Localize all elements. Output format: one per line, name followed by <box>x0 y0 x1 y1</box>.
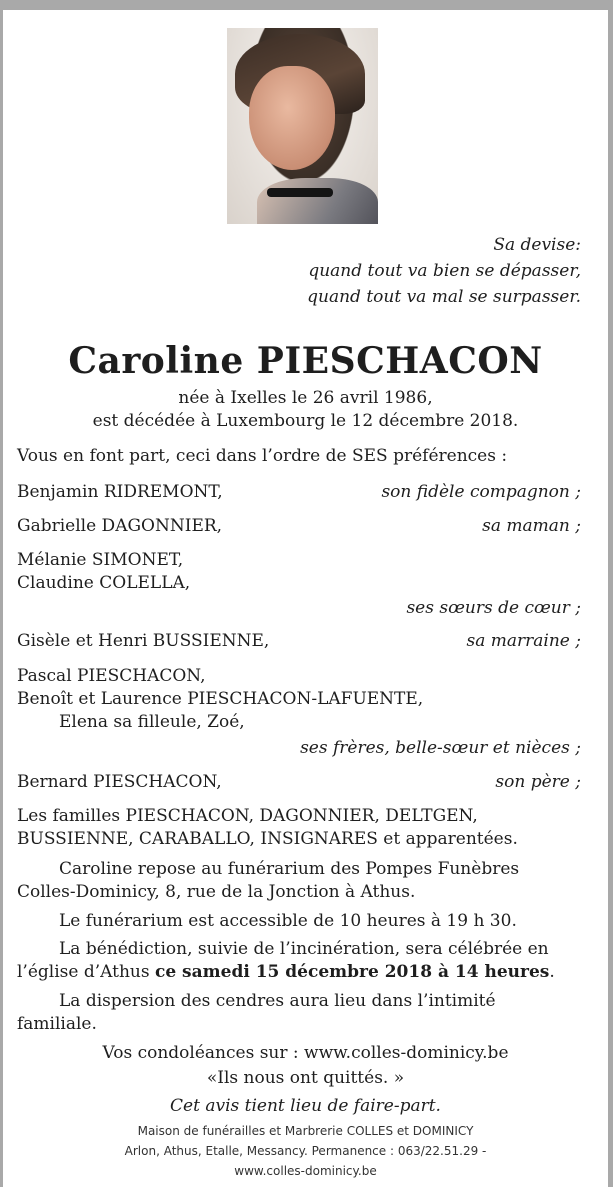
family-row: Gabrielle DAGONNIER, sa maman ; <box>17 516 581 536</box>
info-paragraph: La bénédiction, suivie de l’incinération, sera célébrée en l’église d’Athus ce samedi 15 décembre 2018 à 14 heures. <box>17 939 555 982</box>
quote-line: «Ils nous ont quittés. » <box>206 1068 405 1088</box>
family-row: Bernard PIESCHACON, son père ; <box>17 772 581 792</box>
motto: Sa devise: quand tout va bien se dépasser, quand tout va mal se surpasser. <box>307 235 581 307</box>
family-relation: ses frères, belle-sœur et nièces ; <box>300 738 581 758</box>
info-paragraph: Le funérarium est accessible de 10 heures à 19 h 30. <box>59 911 517 931</box>
notice-line: Cet avis tient lieu de faire-part. <box>170 1096 441 1116</box>
family-row: Benjamin RIDREMONT, son fidèle compagnon ; <box>17 482 581 502</box>
intro-line: Vous en font part, ceci dans l’ordre de SES préférences : <box>17 446 508 466</box>
info-paragraph: Caroline repose au funérarium des Pompes Funèbres Colles-Dominicy, 8, rue de la Jonction à Athus. <box>17 859 520 902</box>
family-row: Pascal PIESCHACON, Benoît et Laurence PIESCHACON-LAFUENTE, Elena sa filleule, Zoé, <box>17 666 424 732</box>
family-relation: ses sœurs de cœur ; <box>406 598 581 618</box>
info-paragraph: La dispersion des cendres aura lieu dans l’intimité familiale. <box>17 991 496 1034</box>
deceased-name: Caroline PIESCHACON <box>68 340 543 382</box>
funeral-home-footer: Maison de funérailles et Marbrerie COLLES et DOMINICY Arlon, Athus, Etalle, Messancy. Permanence : 063/22.51.29 - www.colles-dominicy.be <box>124 1124 487 1178</box>
portrait-photo <box>227 28 378 224</box>
birth-line: née à Ixelles le 26 avril 1986, <box>178 388 433 408</box>
family-row: Mélanie SIMONET, Claudine COLELLA, <box>17 550 191 593</box>
obituary-page <box>3 10 608 1187</box>
death-line: est décédée à Luxembourg le 12 décembre 2018. <box>92 411 519 431</box>
condolences-line: Vos condoléances sur : www.colles-dominicy.be <box>102 1043 509 1063</box>
family-row: Les familles PIESCHACON, DAGONNIER, DELTGEN, BUSSIENNE, CARABALLO, INSIGNARES et apparentées. <box>17 806 518 849</box>
family-row: Gisèle et Henri BUSSIENNE, sa marraine ; <box>17 631 581 651</box>
